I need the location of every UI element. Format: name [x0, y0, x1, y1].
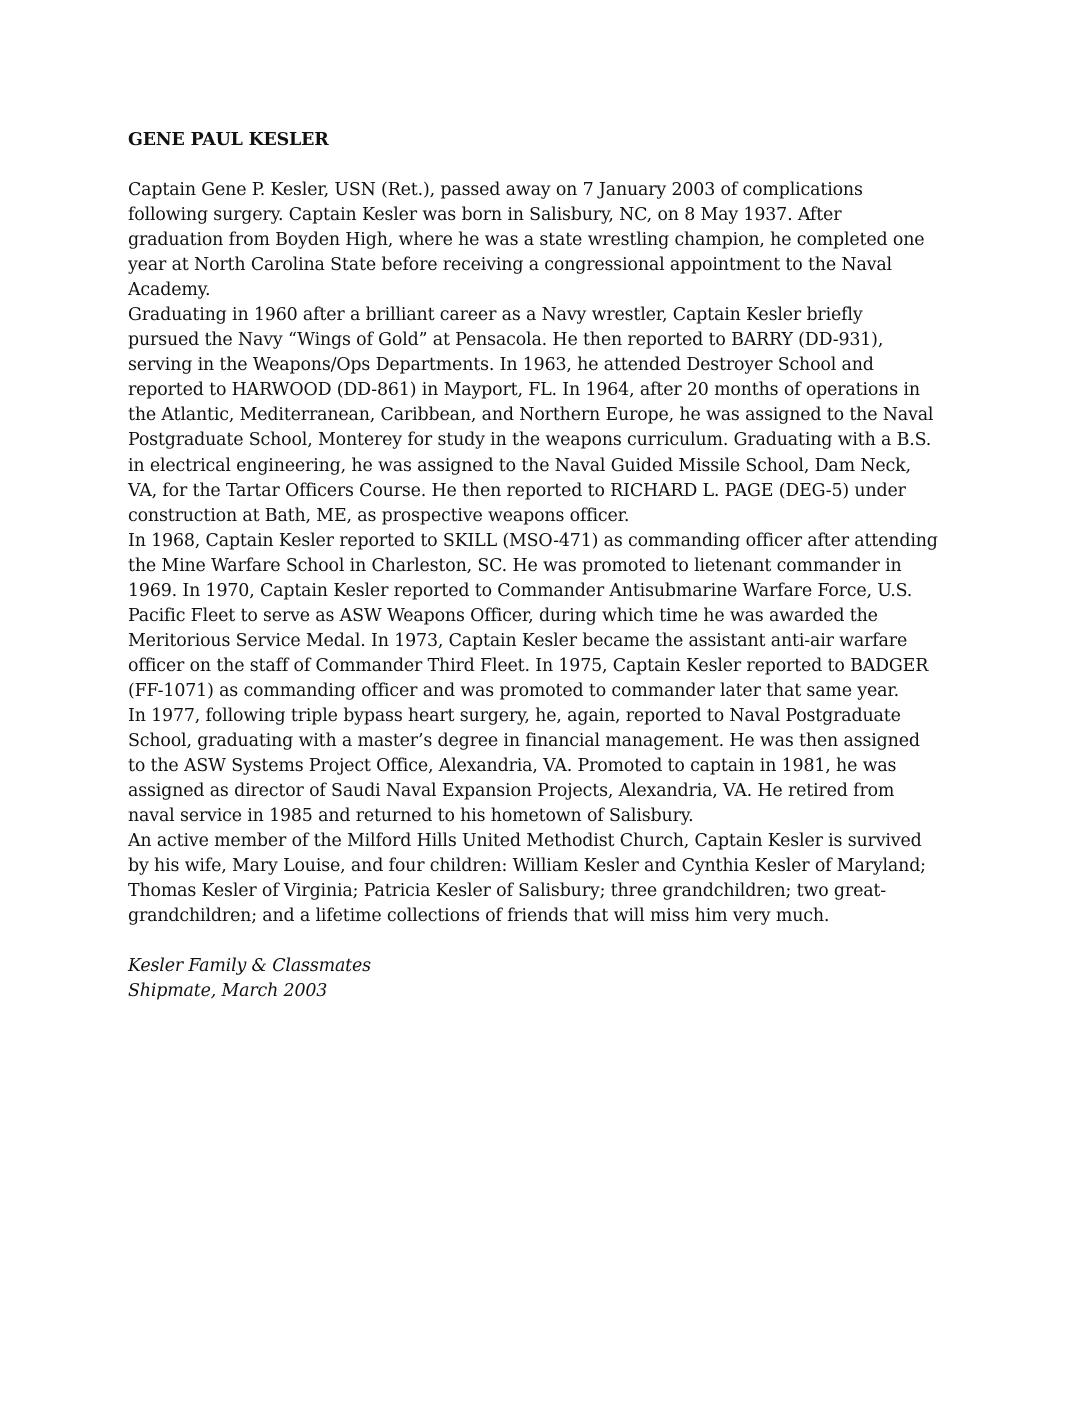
obituary-body — [128, 178, 968, 929]
body-line: Postgraduate School, Monterey for study in the weapons curriculum. Graduating with a B.S. — [128, 430, 932, 451]
body-line: naval service in 1985 and returned to his hometown of Salisbury. — [128, 806, 694, 827]
body-line: An active member of the Milford Hills United Methodist Church, Captain Kesler is survived — [128, 831, 922, 852]
body-line: pursued the Navy “Wings of Gold” at Pensacola. He then reported to BARRY (DD-931), — [128, 330, 884, 351]
body-line: the Mine Warfare School in Charleston, SC. He was promoted to lietenant commander in — [128, 555, 902, 576]
body-line: In 1977, following triple bypass heart surgery, he, again, reported to Naval Postgraduate — [128, 705, 901, 726]
body-line: Meritorious Service Medal. In 1973, Captain Kesler became the assistant anti-air warfare — [128, 630, 908, 651]
body-line: grandchildren; and a lifetime collections of friends that will miss him very much. — [128, 906, 830, 927]
body-line: Thomas Kesler of Virginia; Patricia Kesler of Salisbury; three grandchildren; two great- — [128, 881, 886, 902]
body-line: assigned as director of Saudi Naval Expansion Projects, Alexandria, VA. He retired from — [128, 781, 895, 802]
body-line: (FF-1071) as commanding officer and was promoted to commander later that same year. — [128, 680, 899, 701]
body-line: Academy. — [128, 280, 211, 301]
document-title: GENE PAUL KESLER — [128, 130, 329, 150]
body-line: the Atlantic, Mediterranean, Caribbean, and Northern Europe, he was assigned to the Naval — [128, 405, 934, 426]
body-line: to the ASW Systems Project Office, Alexandria, VA. Promoted to captain in 1981, he was — [128, 756, 897, 777]
signature-block — [128, 954, 968, 1004]
body-line: Graduating in 1960 after a brilliant career as a Navy wrestler, Captain Kesler briefly — [128, 305, 863, 326]
body-line: In 1968, Captain Kesler reported to SKILL (MSO-471) as commanding officer after attending — [128, 530, 938, 551]
body-line: by his wife, Mary Louise, and four children: William Kesler and Cynthia Kesler of Maryland; — [128, 856, 926, 877]
body-line: 1969. In 1970, Captain Kesler reported to Commander Antisubmarine Warfare Force, U.S. — [128, 580, 913, 601]
signature-line: Kesler Family & Classmates — [128, 956, 371, 977]
title-spacing — [128, 153, 968, 178]
body-line: VA, for the Tartar Officers Course. He then reported to RICHARD L. PAGE (DEG-5) under — [128, 480, 906, 501]
body-line: construction at Bath, ME, as prospective weapons officer. — [128, 505, 630, 526]
body-line: officer on the staff of Commander Third Fleet. In 1975, Captain Kesler reported to BADGER — [128, 655, 929, 676]
body-line: Captain Gene P. Kesler, USN (Ret.), passed away on 7 January 2003 of complications — [128, 180, 863, 200]
body-line: following surgery. Captain Kesler was born in Salisbury, NC, on 8 May 1937. After — [128, 205, 842, 226]
body-line: reported to HARWOOD (DD-861) in Mayport, FL. In 1964, after 20 months of operations in — [128, 380, 920, 401]
document-content — [128, 128, 968, 1005]
body-line: serving in the Weapons/Ops Departments. In 1963, he attended Destroyer School and — [128, 355, 874, 376]
body-line: Pacific Fleet to serve as ASW Weapons Officer, during which time he was awarded the — [128, 605, 878, 626]
signature-line: Shipmate, March 2003 — [128, 981, 328, 1002]
body-line: year at North Carolina State before receiving a congressional appointment to the Naval — [128, 255, 892, 276]
body-line: School, graduating with a master’s degree in financial management. He was then assigned — [128, 731, 920, 752]
body-line: graduation from Boyden High, where he was a state wrestling champion, he completed one — [128, 230, 925, 251]
body-line: in electrical engineering, he was assigned to the Naval Guided Missile School, Dam Neck, — [128, 455, 911, 476]
